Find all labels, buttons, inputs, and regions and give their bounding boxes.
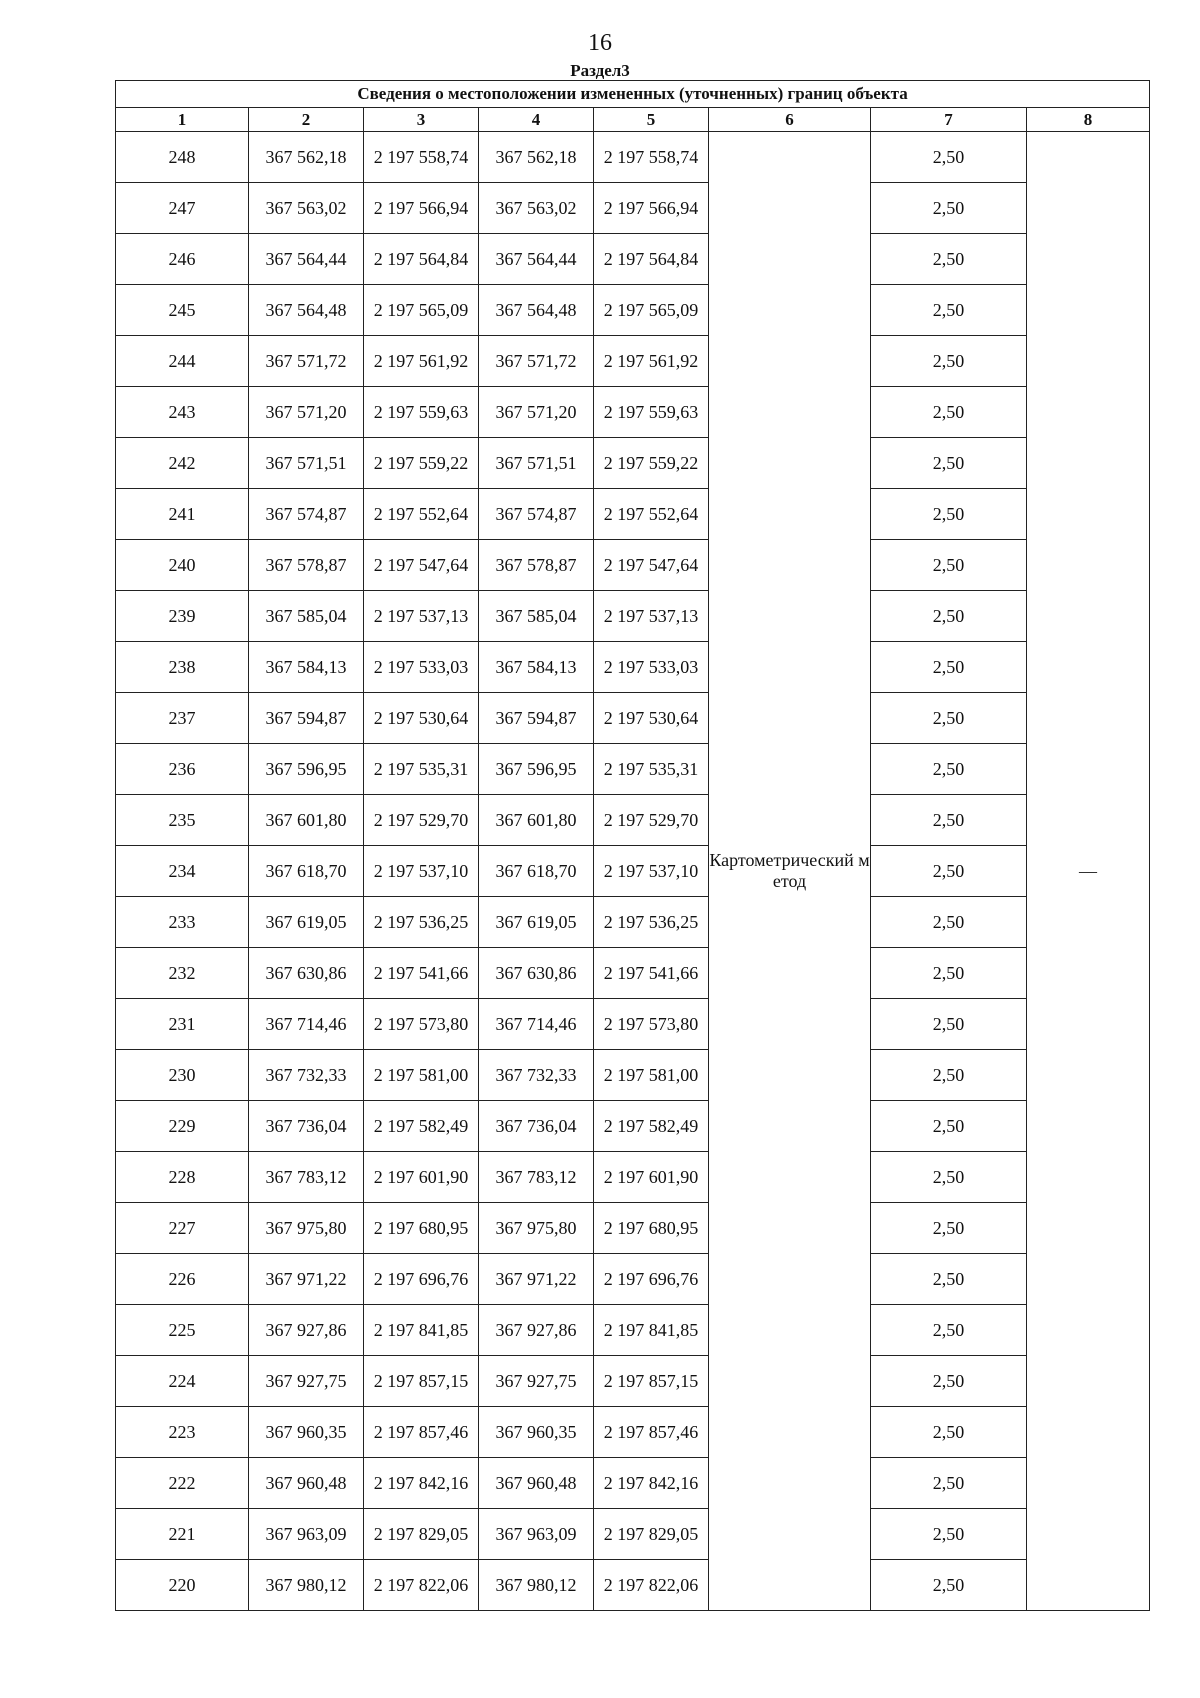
point-number: 243 bbox=[116, 387, 249, 438]
x-existing: 367 578,87 bbox=[249, 540, 364, 591]
x-new: 367 564,44 bbox=[479, 234, 594, 285]
y-existing: 2 197 696,76 bbox=[364, 1254, 479, 1305]
y-existing: 2 197 566,94 bbox=[364, 183, 479, 234]
table-row bbox=[116, 1407, 1150, 1458]
point-number: 234 bbox=[116, 846, 249, 897]
y-new: 2 197 841,85 bbox=[594, 1305, 709, 1356]
table-row bbox=[116, 1509, 1150, 1560]
y-existing: 2 197 537,13 bbox=[364, 591, 479, 642]
point-number: 224 bbox=[116, 1356, 249, 1407]
x-new: 367 971,22 bbox=[479, 1254, 594, 1305]
x-existing: 367 980,12 bbox=[249, 1560, 364, 1611]
y-existing: 2 197 559,63 bbox=[364, 387, 479, 438]
y-new: 2 197 565,09 bbox=[594, 285, 709, 336]
x-new: 367 574,87 bbox=[479, 489, 594, 540]
x-existing: 367 601,80 bbox=[249, 795, 364, 846]
point-number: 247 bbox=[116, 183, 249, 234]
table-caption: Сведения о местоположении измененных (уточненных) границ объекта bbox=[116, 81, 1150, 108]
y-new: 2 197 601,90 bbox=[594, 1152, 709, 1203]
y-new: 2 197 680,95 bbox=[594, 1203, 709, 1254]
y-existing: 2 197 564,84 bbox=[364, 234, 479, 285]
point-number: 239 bbox=[116, 591, 249, 642]
table-row bbox=[116, 1458, 1150, 1509]
x-new: 367 975,80 bbox=[479, 1203, 594, 1254]
y-new: 2 197 573,80 bbox=[594, 999, 709, 1050]
x-new: 367 571,20 bbox=[479, 387, 594, 438]
y-existing: 2 197 582,49 bbox=[364, 1101, 479, 1152]
table-row bbox=[116, 1050, 1150, 1101]
y-new: 2 197 529,70 bbox=[594, 795, 709, 846]
x-new: 367 594,87 bbox=[479, 693, 594, 744]
table-row bbox=[116, 591, 1150, 642]
x-existing: 367 564,48 bbox=[249, 285, 364, 336]
accuracy-value: 2,50 bbox=[871, 693, 1027, 744]
y-existing: 2 197 601,90 bbox=[364, 1152, 479, 1203]
point-number: 242 bbox=[116, 438, 249, 489]
accuracy-value: 2,50 bbox=[871, 234, 1027, 285]
x-existing: 367 619,05 bbox=[249, 897, 364, 948]
x-new: 367 927,75 bbox=[479, 1356, 594, 1407]
point-number: 241 bbox=[116, 489, 249, 540]
y-new: 2 197 829,05 bbox=[594, 1509, 709, 1560]
x-existing: 367 783,12 bbox=[249, 1152, 364, 1203]
point-number: 231 bbox=[116, 999, 249, 1050]
x-new: 367 584,13 bbox=[479, 642, 594, 693]
table-row bbox=[116, 1305, 1150, 1356]
x-new: 367 960,35 bbox=[479, 1407, 594, 1458]
x-new: 367 618,70 bbox=[479, 846, 594, 897]
table-row bbox=[116, 744, 1150, 795]
y-existing: 2 197 558,74 bbox=[364, 132, 479, 183]
table-row bbox=[116, 183, 1150, 234]
table-row bbox=[116, 387, 1150, 438]
x-existing: 367 927,75 bbox=[249, 1356, 364, 1407]
point-number: 248 bbox=[116, 132, 249, 183]
y-existing: 2 197 841,85 bbox=[364, 1305, 479, 1356]
table-row bbox=[116, 1560, 1150, 1611]
y-new: 2 197 561,92 bbox=[594, 336, 709, 387]
table-row bbox=[116, 285, 1150, 336]
y-new: 2 197 533,03 bbox=[594, 642, 709, 693]
y-new: 2 197 566,94 bbox=[594, 183, 709, 234]
y-existing: 2 197 573,80 bbox=[364, 999, 479, 1050]
accuracy-value: 2,50 bbox=[871, 1305, 1027, 1356]
x-existing: 367 732,33 bbox=[249, 1050, 364, 1101]
point-number: 226 bbox=[116, 1254, 249, 1305]
x-new: 367 927,86 bbox=[479, 1305, 594, 1356]
table-row bbox=[116, 1101, 1150, 1152]
column-number-3: 3 bbox=[364, 108, 479, 132]
table-row bbox=[116, 846, 1150, 897]
table-row bbox=[116, 1203, 1150, 1254]
x-existing: 367 714,46 bbox=[249, 999, 364, 1050]
x-new: 367 619,05 bbox=[479, 897, 594, 948]
accuracy-value: 2,50 bbox=[871, 1356, 1027, 1407]
accuracy-value: 2,50 bbox=[871, 897, 1027, 948]
section-title: Раздел3 bbox=[570, 61, 630, 80]
y-new: 2 197 541,66 bbox=[594, 948, 709, 999]
accuracy-value: 2,50 bbox=[871, 1509, 1027, 1560]
point-number: 227 bbox=[116, 1203, 249, 1254]
point-number: 233 bbox=[116, 897, 249, 948]
x-new: 367 571,72 bbox=[479, 336, 594, 387]
x-existing: 367 963,09 bbox=[249, 1509, 364, 1560]
x-new: 367 630,86 bbox=[479, 948, 594, 999]
y-new: 2 197 822,06 bbox=[594, 1560, 709, 1611]
point-number: 244 bbox=[116, 336, 249, 387]
point-number: 222 bbox=[116, 1458, 249, 1509]
accuracy-value: 2,50 bbox=[871, 1560, 1027, 1611]
y-new: 2 197 842,16 bbox=[594, 1458, 709, 1509]
x-existing: 367 971,22 bbox=[249, 1254, 364, 1305]
x-new: 367 571,51 bbox=[479, 438, 594, 489]
point-number: 223 bbox=[116, 1407, 249, 1458]
y-new: 2 197 535,31 bbox=[594, 744, 709, 795]
table-row bbox=[116, 438, 1150, 489]
accuracy-value: 2,50 bbox=[871, 1458, 1027, 1509]
y-existing: 2 197 533,03 bbox=[364, 642, 479, 693]
x-new: 367 562,18 bbox=[479, 132, 594, 183]
x-new: 367 963,09 bbox=[479, 1509, 594, 1560]
accuracy-value: 2,50 bbox=[871, 744, 1027, 795]
x-new: 367 960,48 bbox=[479, 1458, 594, 1509]
point-number: 220 bbox=[116, 1560, 249, 1611]
column-number-2: 2 bbox=[249, 108, 364, 132]
y-existing: 2 197 842,16 bbox=[364, 1458, 479, 1509]
point-number: 232 bbox=[116, 948, 249, 999]
y-new: 2 197 552,64 bbox=[594, 489, 709, 540]
y-existing: 2 197 529,70 bbox=[364, 795, 479, 846]
y-new: 2 197 857,46 bbox=[594, 1407, 709, 1458]
page-number: 16 bbox=[588, 30, 612, 56]
y-new: 2 197 696,76 bbox=[594, 1254, 709, 1305]
table-row bbox=[116, 999, 1150, 1050]
x-new: 367 596,95 bbox=[479, 744, 594, 795]
y-existing: 2 197 559,22 bbox=[364, 438, 479, 489]
y-new: 2 197 857,15 bbox=[594, 1356, 709, 1407]
y-new: 2 197 536,25 bbox=[594, 897, 709, 948]
x-existing: 367 736,04 bbox=[249, 1101, 364, 1152]
method-cell: Картометрический метод bbox=[709, 132, 871, 1611]
x-existing: 367 564,44 bbox=[249, 234, 364, 285]
table-row bbox=[116, 132, 1150, 183]
accuracy-value: 2,50 bbox=[871, 1152, 1027, 1203]
x-existing: 367 594,87 bbox=[249, 693, 364, 744]
point-number: 235 bbox=[116, 795, 249, 846]
accuracy-value: 2,50 bbox=[871, 438, 1027, 489]
accuracy-value: 2,50 bbox=[871, 1254, 1027, 1305]
x-existing: 367 960,35 bbox=[249, 1407, 364, 1458]
table-row bbox=[116, 1356, 1150, 1407]
x-new: 367 585,04 bbox=[479, 591, 594, 642]
x-existing: 367 630,86 bbox=[249, 948, 364, 999]
note-cell: — bbox=[1027, 132, 1150, 1611]
x-existing: 367 562,18 bbox=[249, 132, 364, 183]
x-new: 367 601,80 bbox=[479, 795, 594, 846]
accuracy-value: 2,50 bbox=[871, 489, 1027, 540]
accuracy-value: 2,50 bbox=[871, 642, 1027, 693]
y-new: 2 197 537,10 bbox=[594, 846, 709, 897]
accuracy-value: 2,50 bbox=[871, 285, 1027, 336]
y-new: 2 197 530,64 bbox=[594, 693, 709, 744]
table-row bbox=[116, 336, 1150, 387]
column-number-1: 1 bbox=[116, 108, 249, 132]
accuracy-value: 2,50 bbox=[871, 591, 1027, 642]
accuracy-value: 2,50 bbox=[871, 999, 1027, 1050]
x-new: 367 732,33 bbox=[479, 1050, 594, 1101]
column-number-5: 5 bbox=[594, 108, 709, 132]
column-number-6: 6 bbox=[709, 108, 871, 132]
y-new: 2 197 559,22 bbox=[594, 438, 709, 489]
x-existing: 367 596,95 bbox=[249, 744, 364, 795]
y-new: 2 197 582,49 bbox=[594, 1101, 709, 1152]
point-number: 238 bbox=[116, 642, 249, 693]
column-number-4: 4 bbox=[479, 108, 594, 132]
accuracy-value: 2,50 bbox=[871, 1101, 1027, 1152]
x-new: 367 980,12 bbox=[479, 1560, 594, 1611]
table-row bbox=[116, 540, 1150, 591]
accuracy-value: 2,50 bbox=[871, 336, 1027, 387]
y-new: 2 197 559,63 bbox=[594, 387, 709, 438]
y-new: 2 197 558,74 bbox=[594, 132, 709, 183]
x-existing: 367 571,51 bbox=[249, 438, 364, 489]
y-new: 2 197 547,64 bbox=[594, 540, 709, 591]
y-existing: 2 197 561,92 bbox=[364, 336, 479, 387]
x-existing: 367 618,70 bbox=[249, 846, 364, 897]
table-body bbox=[116, 132, 1150, 1611]
accuracy-value: 2,50 bbox=[871, 1407, 1027, 1458]
y-existing: 2 197 530,64 bbox=[364, 693, 479, 744]
point-number: 237 bbox=[116, 693, 249, 744]
point-number: 229 bbox=[116, 1101, 249, 1152]
y-existing: 2 197 535,31 bbox=[364, 744, 479, 795]
y-existing: 2 197 552,64 bbox=[364, 489, 479, 540]
x-existing: 367 927,86 bbox=[249, 1305, 364, 1356]
x-existing: 367 563,02 bbox=[249, 183, 364, 234]
table-row bbox=[116, 1254, 1150, 1305]
table-row bbox=[116, 693, 1150, 744]
y-existing: 2 197 680,95 bbox=[364, 1203, 479, 1254]
table-row bbox=[116, 234, 1150, 285]
point-number: 245 bbox=[116, 285, 249, 336]
y-existing: 2 197 581,00 bbox=[364, 1050, 479, 1101]
y-new: 2 197 537,13 bbox=[594, 591, 709, 642]
table-row bbox=[116, 795, 1150, 846]
x-existing: 367 574,87 bbox=[249, 489, 364, 540]
y-existing: 2 197 857,46 bbox=[364, 1407, 479, 1458]
y-existing: 2 197 829,05 bbox=[364, 1509, 479, 1560]
table-row bbox=[116, 1152, 1150, 1203]
accuracy-value: 2,50 bbox=[871, 1050, 1027, 1101]
table-row bbox=[116, 897, 1150, 948]
x-new: 367 736,04 bbox=[479, 1101, 594, 1152]
x-existing: 367 960,48 bbox=[249, 1458, 364, 1509]
point-number: 230 bbox=[116, 1050, 249, 1101]
y-existing: 2 197 541,66 bbox=[364, 948, 479, 999]
column-number-7: 7 bbox=[871, 108, 1027, 132]
coordinates-table bbox=[115, 80, 1150, 1611]
accuracy-value: 2,50 bbox=[871, 387, 1027, 438]
accuracy-value: 2,50 bbox=[871, 795, 1027, 846]
point-number: 228 bbox=[116, 1152, 249, 1203]
y-existing: 2 197 547,64 bbox=[364, 540, 479, 591]
table-row bbox=[116, 489, 1150, 540]
table-row bbox=[116, 948, 1150, 999]
x-new: 367 714,46 bbox=[479, 999, 594, 1050]
x-new: 367 563,02 bbox=[479, 183, 594, 234]
x-existing: 367 584,13 bbox=[249, 642, 364, 693]
point-number: 246 bbox=[116, 234, 249, 285]
x-new: 367 578,87 bbox=[479, 540, 594, 591]
y-new: 2 197 581,00 bbox=[594, 1050, 709, 1101]
x-existing: 367 585,04 bbox=[249, 591, 364, 642]
point-number: 236 bbox=[116, 744, 249, 795]
x-new: 367 564,48 bbox=[479, 285, 594, 336]
x-new: 367 783,12 bbox=[479, 1152, 594, 1203]
y-existing: 2 197 857,15 bbox=[364, 1356, 479, 1407]
column-number-row bbox=[116, 108, 1150, 132]
y-existing: 2 197 537,10 bbox=[364, 846, 479, 897]
point-number: 221 bbox=[116, 1509, 249, 1560]
point-number: 240 bbox=[116, 540, 249, 591]
accuracy-value: 2,50 bbox=[871, 540, 1027, 591]
accuracy-value: 2,50 bbox=[871, 1203, 1027, 1254]
point-number: 225 bbox=[116, 1305, 249, 1356]
x-existing: 367 571,20 bbox=[249, 387, 364, 438]
accuracy-value: 2,50 bbox=[871, 846, 1027, 897]
x-existing: 367 975,80 bbox=[249, 1203, 364, 1254]
column-number-8: 8 bbox=[1027, 108, 1150, 132]
accuracy-value: 2,50 bbox=[871, 183, 1027, 234]
y-existing: 2 197 822,06 bbox=[364, 1560, 479, 1611]
x-existing: 367 571,72 bbox=[249, 336, 364, 387]
y-existing: 2 197 536,25 bbox=[364, 897, 479, 948]
y-existing: 2 197 565,09 bbox=[364, 285, 479, 336]
accuracy-value: 2,50 bbox=[871, 132, 1027, 183]
y-new: 2 197 564,84 bbox=[594, 234, 709, 285]
table-row bbox=[116, 642, 1150, 693]
accuracy-value: 2,50 bbox=[871, 948, 1027, 999]
